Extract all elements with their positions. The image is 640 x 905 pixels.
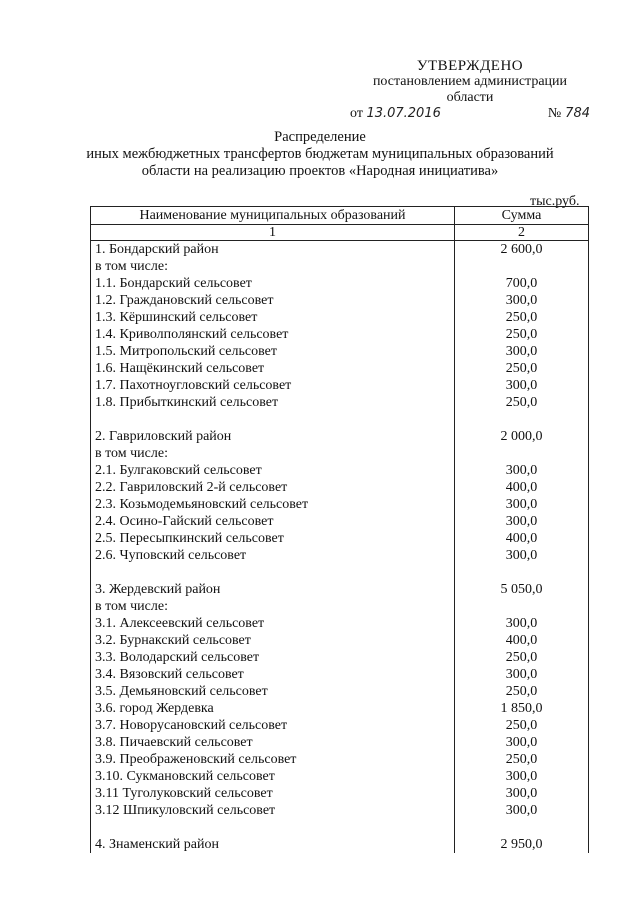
- table-row: [91, 717, 589, 734]
- table-row: [91, 292, 589, 309]
- header-sum: Сумма: [455, 207, 589, 225]
- row-sum: 300,0: [455, 666, 589, 683]
- table-row: [91, 734, 589, 751]
- row-sum: [455, 598, 589, 615]
- table-body: [91, 241, 589, 854]
- approval-line: постановлением администрации области: [372, 74, 568, 105]
- approval-title: УТВЕРЖДЕНО: [416, 58, 524, 74]
- table-row: [91, 598, 589, 615]
- approval-number-label: №: [547, 106, 562, 121]
- row-sum: 400,0: [455, 530, 589, 547]
- unit-label: тыс.руб.: [530, 194, 580, 209]
- row-name: 3.12 Шпикуловский сельсовет: [91, 802, 455, 819]
- table-row: [91, 275, 589, 292]
- row-sum: 5 050,0: [455, 581, 589, 598]
- table-row: [91, 513, 589, 530]
- row-name: 3.7. Новорусановский сельсовет: [91, 717, 455, 734]
- approval-date-row: [350, 106, 590, 122]
- row-sum: 250,0: [455, 326, 589, 343]
- row-name: 1. Бондарский район: [91, 241, 455, 259]
- row-sum: 300,0: [455, 496, 589, 513]
- row-name: 1.6. Нащёкинский сельсовет: [91, 360, 455, 377]
- row-name: 3.5. Демьяновский сельсовет: [91, 683, 455, 700]
- row-name: 1.3. Кёршинский сельсовет: [91, 309, 455, 326]
- heading-line-3: области на реализацию проектов «Народная инициатива»: [141, 163, 499, 179]
- row-sum: 2 600,0: [455, 241, 589, 259]
- row-name: 3. Жердевский район: [91, 581, 455, 598]
- row-sum: 250,0: [455, 309, 589, 326]
- row-name: 2.5. Пересыпкинский сельсовет: [91, 530, 455, 547]
- row-sum: 2 950,0: [455, 836, 589, 853]
- table-row: [91, 394, 589, 411]
- table-row: [91, 343, 589, 360]
- table-row: [91, 428, 589, 445]
- table-row: [91, 411, 589, 428]
- approval-block: [350, 58, 590, 122]
- row-name: 3.3. Володарский сельсовет: [91, 649, 455, 666]
- table-header-row: [91, 207, 589, 225]
- table-row: [91, 241, 589, 259]
- table-row: [91, 836, 589, 853]
- row-name: 3.8. Пичаевский сельсовет: [91, 734, 455, 751]
- row-name: [91, 564, 455, 581]
- row-sum: 300,0: [455, 615, 589, 632]
- document-heading: [80, 129, 560, 180]
- table-row: [91, 632, 589, 649]
- row-sum: 300,0: [455, 343, 589, 360]
- table-row: [91, 377, 589, 394]
- table-row: [91, 496, 589, 513]
- table-row: [91, 785, 589, 802]
- row-sum: [455, 258, 589, 275]
- row-sum: 700,0: [455, 275, 589, 292]
- table-row: [91, 445, 589, 462]
- row-sum: 250,0: [455, 751, 589, 768]
- row-name: в том числе:: [91, 258, 455, 275]
- table-row: [91, 530, 589, 547]
- table-row: [91, 751, 589, 768]
- row-name: 4. Знаменский район: [91, 836, 455, 853]
- column-number-2: 2: [455, 225, 589, 241]
- row-name: 1.4. Криволполянский сельсовет: [91, 326, 455, 343]
- row-name: 3.2. Бурнакский сельсовет: [91, 632, 455, 649]
- row-name: 1.2. Граждановский сельсовет: [91, 292, 455, 309]
- row-sum: [455, 445, 589, 462]
- row-sum: 300,0: [455, 768, 589, 785]
- row-sum: 300,0: [455, 785, 589, 802]
- column-number-row: [91, 225, 589, 241]
- row-sum: 250,0: [455, 394, 589, 411]
- row-sum: 1 850,0: [455, 700, 589, 717]
- row-sum: 300,0: [455, 377, 589, 394]
- approval-from-label: от: [350, 106, 363, 121]
- table-row: [91, 615, 589, 632]
- table-row: [91, 547, 589, 564]
- table-row: [91, 700, 589, 717]
- row-name: 1.1. Бондарский сельсовет: [91, 275, 455, 292]
- row-sum: 250,0: [455, 683, 589, 700]
- row-name: в том числе:: [91, 598, 455, 615]
- table-row: [91, 360, 589, 377]
- table-row: [91, 564, 589, 581]
- table-row: [91, 326, 589, 343]
- table-row: [91, 309, 589, 326]
- row-name: 2.4. Осино-Гайский сельсовет: [91, 513, 455, 530]
- row-name: 2.2. Гавриловский 2-й сельсовет: [91, 479, 455, 496]
- row-sum: 300,0: [455, 292, 589, 309]
- row-sum: 250,0: [455, 360, 589, 377]
- row-name: 3.4. Вязовский сельсовет: [91, 666, 455, 683]
- row-sum: 300,0: [455, 734, 589, 751]
- row-name: 1.8. Прибыткинский сельсовет: [91, 394, 455, 411]
- table-row: [91, 581, 589, 598]
- table-row: [91, 819, 589, 836]
- row-sum: 300,0: [455, 462, 589, 479]
- column-number-1: 1: [91, 225, 455, 241]
- row-sum: 250,0: [455, 649, 589, 666]
- approval-date: 13.07.2016: [366, 106, 441, 121]
- row-name: в том числе:: [91, 445, 455, 462]
- row-sum: 300,0: [455, 513, 589, 530]
- table-row: [91, 666, 589, 683]
- row-sum: 400,0: [455, 632, 589, 649]
- row-name: 2.6. Чуповский сельсовет: [91, 547, 455, 564]
- table-row: [91, 649, 589, 666]
- table-row: [91, 802, 589, 819]
- row-sum: 2 000,0: [455, 428, 589, 445]
- row-name: 2.1. Булгаковский сельсовет: [91, 462, 455, 479]
- heading-line-1: Распределение: [274, 129, 366, 145]
- row-sum: 250,0: [455, 717, 589, 734]
- row-name: 3.11 Туголуковский сельсовет: [91, 785, 455, 802]
- row-name: 2.3. Козьмодемьяновский сельсовет: [91, 496, 455, 513]
- heading-line-2: иных межбюджетных трансфертов бюджетам муниципальных образований: [86, 146, 554, 162]
- table-row: [91, 683, 589, 700]
- row-name: 3.6. город Жердевка: [91, 700, 455, 717]
- table-row: [91, 258, 589, 275]
- row-name: 3.9. Преображеновский сельсовет: [91, 751, 455, 768]
- table-row: [91, 479, 589, 496]
- row-sum: 300,0: [455, 802, 589, 819]
- header-name: Наименование муниципальных образований: [91, 207, 455, 225]
- approval-number-group: [548, 106, 590, 122]
- row-sum: [455, 564, 589, 581]
- approval-date-group: [350, 106, 441, 122]
- row-name: 1.7. Пахотноугловский сельсовет: [91, 377, 455, 394]
- row-sum: 400,0: [455, 479, 589, 496]
- table-row: [91, 768, 589, 785]
- row-name: 2. Гавриловский район: [91, 428, 455, 445]
- row-name: [91, 819, 455, 836]
- approval-number: 784: [565, 106, 590, 121]
- row-sum: [455, 411, 589, 428]
- row-sum: 300,0: [455, 547, 589, 564]
- row-sum: [455, 819, 589, 836]
- row-name: 3.1. Алексеевский сельсовет: [91, 615, 455, 632]
- row-name: [91, 411, 455, 428]
- table-row: [91, 462, 589, 479]
- row-name: 3.10. Сукмановский сельсовет: [91, 768, 455, 785]
- distribution-table: [90, 206, 589, 853]
- row-name: 1.5. Митропольский сельсовет: [91, 343, 455, 360]
